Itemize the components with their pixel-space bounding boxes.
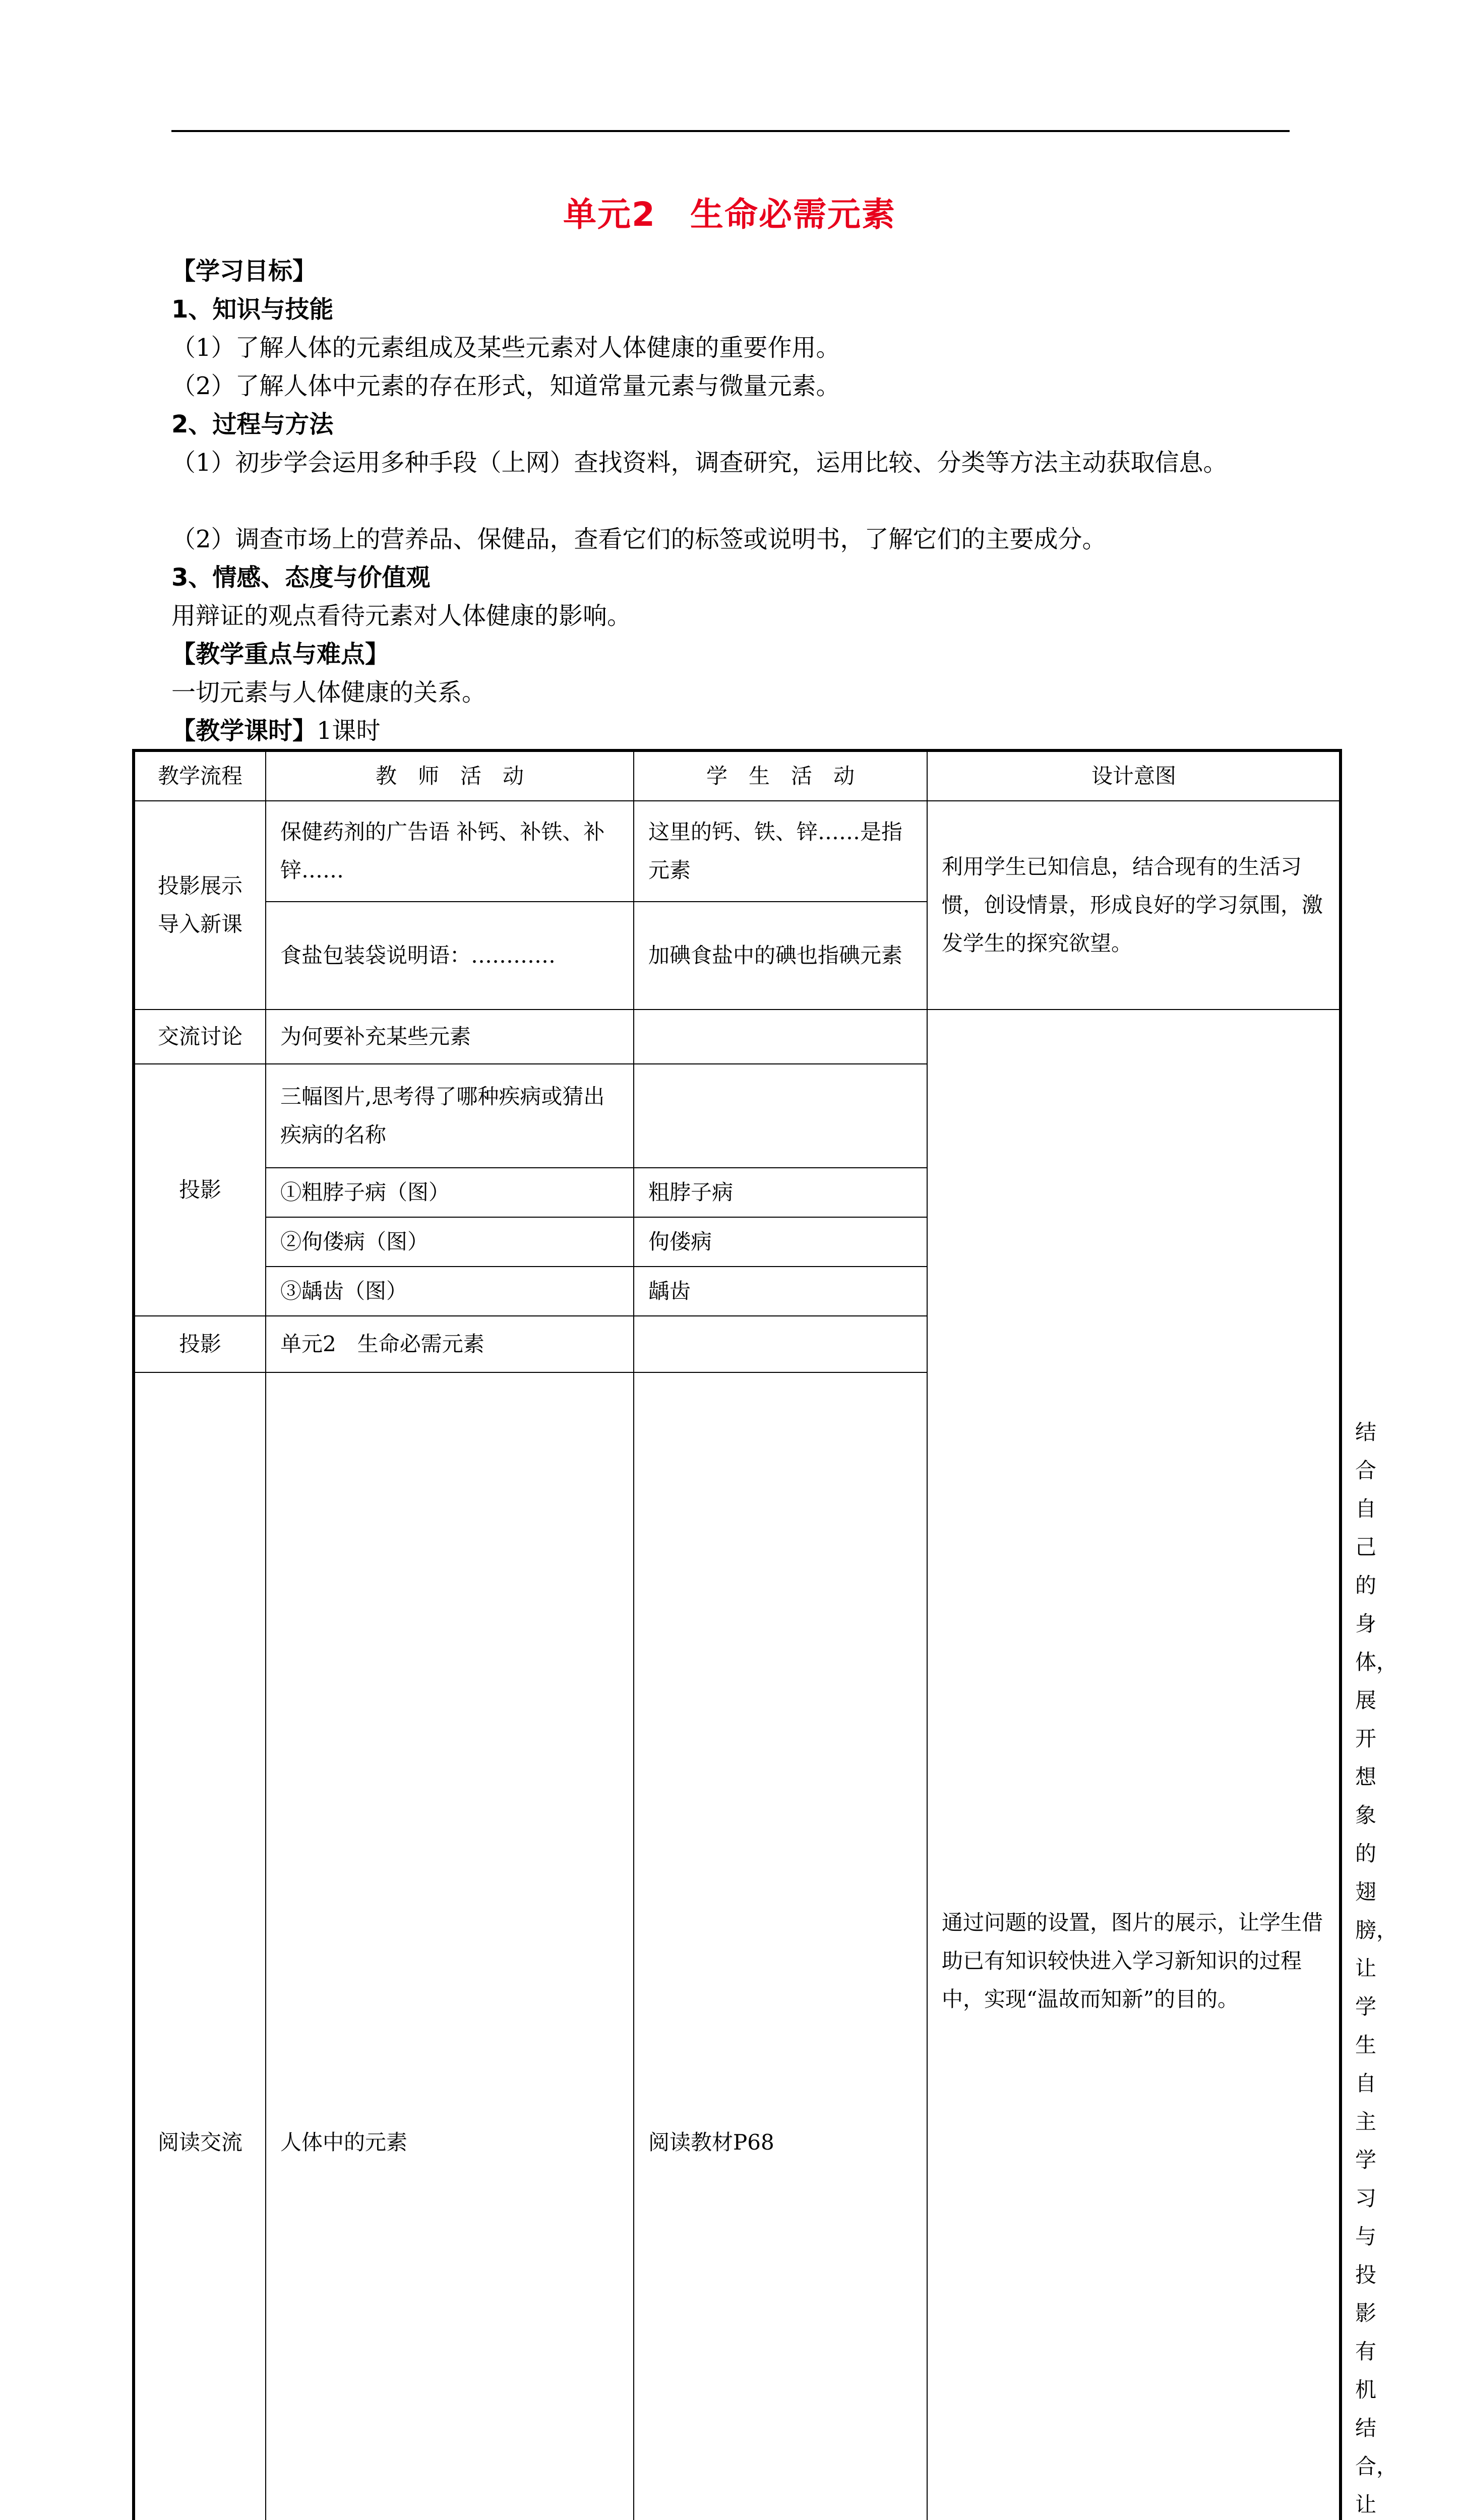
intent-cell: 通过问题的设置，图片的展示，让学生借助已有知识较快进入学习新知识的过程中，实现“温故而知新”的目的。 <box>927 1010 1341 2520</box>
table-row: 阅读交流 人体中的元素 阅读教材P68 结合自己的身体，展开想象的翅膀，让学生自主学习与投影有机结合，让 <box>134 1372 1341 2520</box>
knowledge-item-1: （1）了解人体的元素组成及某些元素对人体健康的重要作用。 <box>171 334 840 362</box>
header-flow: 教学流程 <box>134 750 266 801</box>
student-cell: 这里的钙、铁、锌……是指元素 <box>634 801 927 902</box>
flow-cell: 投影 <box>134 1316 266 1372</box>
intent-cell: 利用学生已知信息，结合现有的生活习惯，创设情景，形成良好的学习氛围，激发学生的探究欲望。 <box>927 801 1341 1010</box>
section-process-title: 2、过程与方法 <box>171 410 334 438</box>
teacher-cell: 食盐包装袋说明语：………… <box>266 902 634 1010</box>
flow-cell: 阅读交流 <box>134 1372 266 2520</box>
student-cell <box>634 1064 927 1168</box>
process-item-1: （1）初步学会运用多种手段（上网）查找资料，调查研究，运用比较、分类等方法主动获取信息。 <box>171 449 1228 477</box>
header-intent: 设计意图 <box>927 750 1341 801</box>
section-attitude-title: 3、情感、态度与价值观 <box>171 563 431 592</box>
class-hours <box>171 716 381 746</box>
student-cell <box>634 1010 927 1064</box>
flow-cell: 交流讨论 <box>134 1010 266 1064</box>
teacher-cell: 为何要补充某些元素 <box>266 1010 634 1064</box>
focus-text: 一切元素与人体健康的关系。 <box>171 678 487 707</box>
student-cell: 佝偻病 <box>634 1217 927 1267</box>
table-row <box>134 1010 1341 1064</box>
objectives-heading: 【学习目标】 <box>171 257 317 285</box>
student-cell: 龋齿 <box>634 1267 927 1316</box>
hours-value: 1课时 <box>317 717 381 745</box>
flow-cell: 投影展示 导入新课 <box>134 801 266 1010</box>
teacher-cell: ③龋齿（图） <box>266 1267 634 1316</box>
header-teacher: 教 师 活 动 <box>266 750 634 801</box>
student-cell: 粗脖子病 <box>634 1168 927 1217</box>
student-cell: 阅读教材P68 <box>634 1372 927 2520</box>
table-header-row <box>134 750 1341 801</box>
teacher-cell: 三幅图片,思考得了哪种疾病或猜出疾病的名称 <box>266 1064 634 1168</box>
attitude-text: 用辩证的观点看待元素对人体健康的影响。 <box>171 602 632 630</box>
lesson-table <box>132 749 1398 2520</box>
teacher-cell: ②佝偻病（图） <box>266 1217 634 1267</box>
student-cell: 加碘食盐中的碘也指碘元素 <box>634 902 927 1010</box>
process-item-2: （2）调查市场上的营养品、保健品，查看它们的标签或说明书，了解它们的主要成分。 <box>171 525 1107 553</box>
student-cell <box>634 1316 927 1372</box>
hours-label: 【教学课时】 <box>171 717 317 745</box>
focus-heading: 【教学重点与难点】 <box>171 640 390 668</box>
teacher-cell: 单元2 生命必需元素 <box>266 1316 634 1372</box>
teacher-cell: ①粗脖子病（图） <box>266 1168 634 1217</box>
flow-cell: 投影 <box>134 1064 266 1316</box>
page-title: 单元2 生命必需元素 <box>563 195 896 234</box>
header-rule <box>171 130 1290 132</box>
teacher-cell: 人体中的元素 <box>266 1372 634 2520</box>
knowledge-item-2: （2）了解人体中元素的存在形式，知道常量元素与微量元素。 <box>171 372 840 400</box>
header-student: 学 生 活 动 <box>634 750 927 801</box>
teacher-cell: 保健药剂的广告语 补钙、补铁、补锌…… <box>266 801 634 902</box>
section-knowledge-title: 1、知识与技能 <box>171 295 334 324</box>
table-row <box>134 801 1341 902</box>
